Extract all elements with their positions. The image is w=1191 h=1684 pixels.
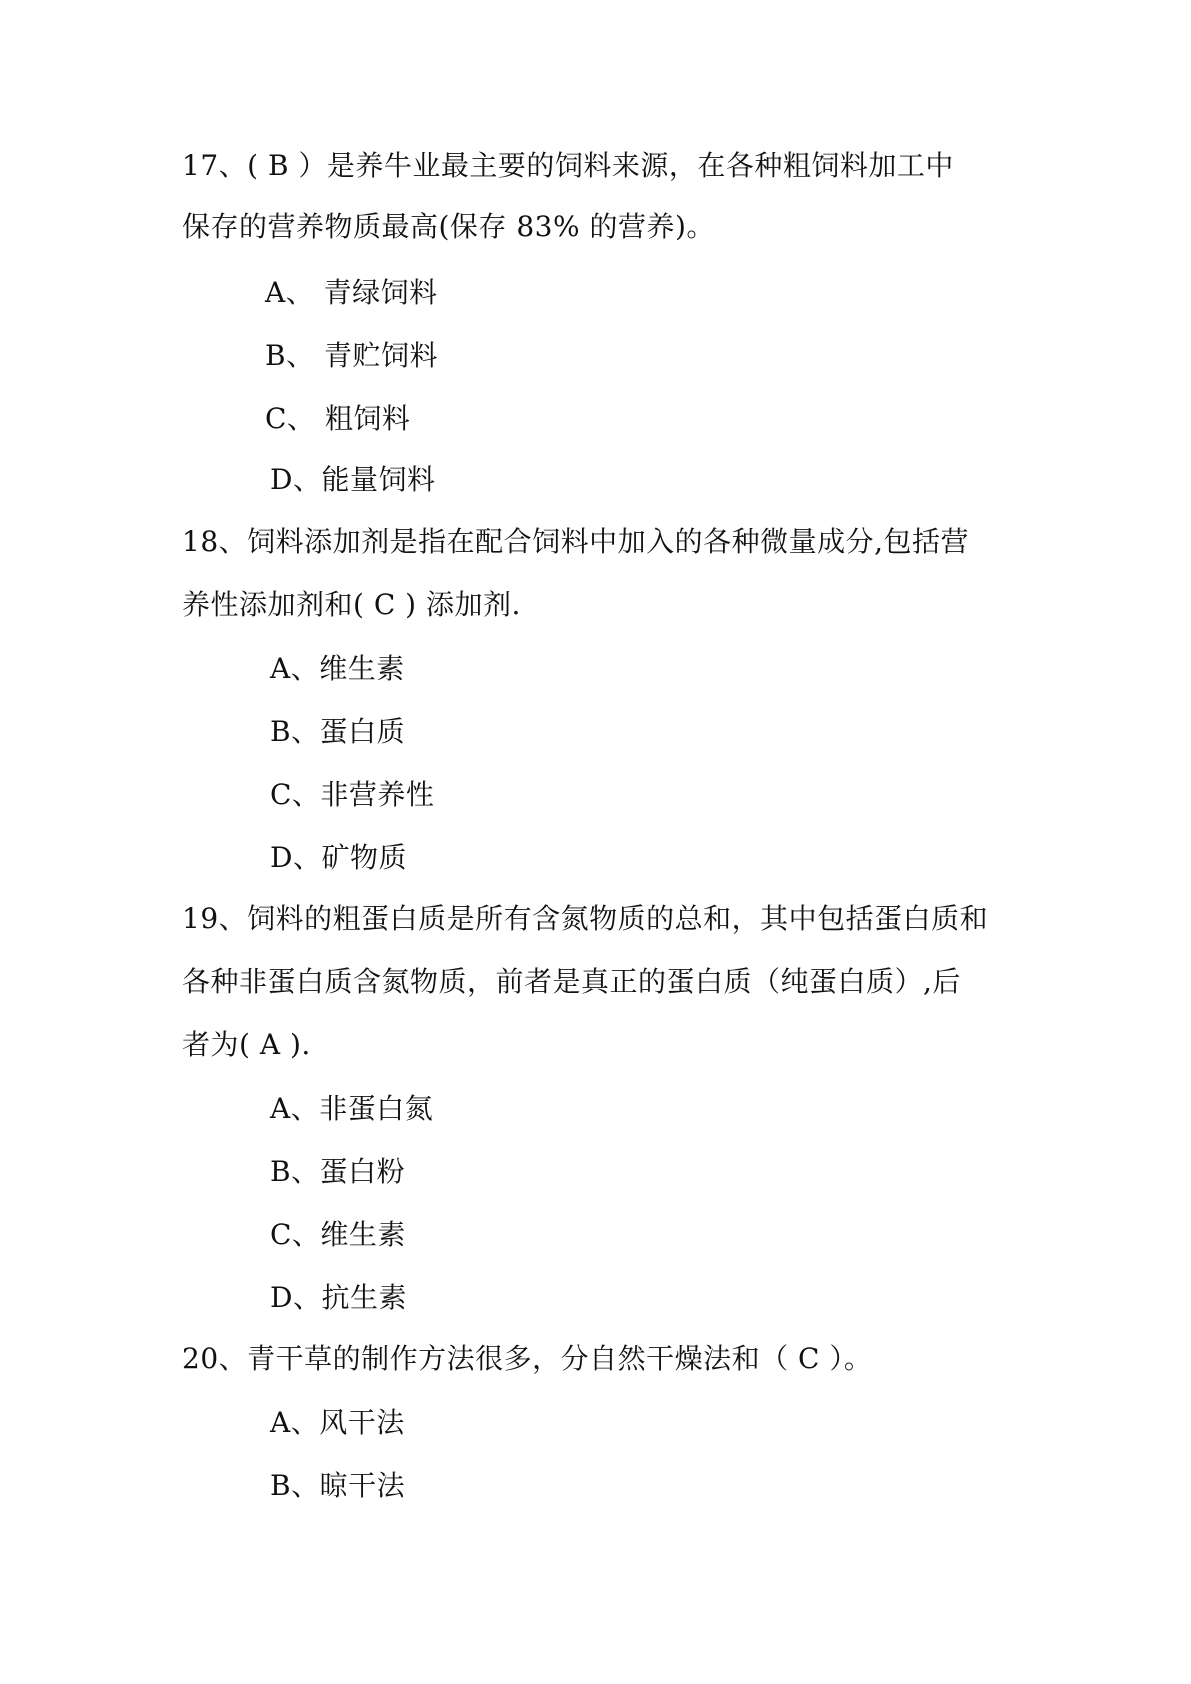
q19-stem-line-3: 者为( A ).: [182, 1028, 311, 1061]
q19-option-a: A、非蛋白氮: [270, 1092, 434, 1125]
q18-stem-line-2: 养性添加剂和( C ) 添加剂.: [182, 588, 521, 621]
q18-option-d: D、矿物质: [270, 841, 407, 874]
q19-stem-line-1: 19、饲料的粗蛋白质是所有含氮物质的总和，其中包括蛋白质和: [182, 902, 989, 935]
q18-option-a: A、维生素: [270, 652, 405, 685]
q19-option-c: C、维生素: [270, 1218, 406, 1251]
q17-option-a: A、 青绿饲料: [265, 276, 438, 309]
q17-stem-line-1: 17、( B ）是养牛业最主要的饲料来源，在各种粗饲料加工中: [182, 149, 954, 182]
q18-option-c: C、非营养性: [270, 778, 435, 811]
q19-stem-line-2: 各种非蛋白质含氮物质，前者是真正的蛋白质（纯蛋白质）,后: [182, 965, 961, 998]
q17-stem-line-2: 保存的营养物质最高(保存 83% 的营养)。: [182, 210, 715, 243]
q17-option-b: B、 青贮饲料: [265, 339, 438, 372]
q18-stem-line-1: 18、饲料添加剂是指在配合饲料中加入的各种微量成分,包括营: [182, 525, 970, 558]
q18-option-b: B、蛋白质: [270, 715, 406, 748]
q17-option-c: C、 粗饲料: [265, 402, 411, 435]
q19-option-b: B、蛋白粉: [270, 1155, 406, 1188]
q20-option-a: A、风干法: [270, 1406, 405, 1439]
q20-option-b: B、晾干法: [270, 1469, 406, 1502]
q17-option-d: D、能量饲料: [270, 463, 436, 496]
q20-stem-line-1: 20、青干草的制作方法很多，分自然干燥法和（ C ）。: [182, 1342, 873, 1375]
q19-option-d: D、抗生素: [270, 1281, 407, 1314]
